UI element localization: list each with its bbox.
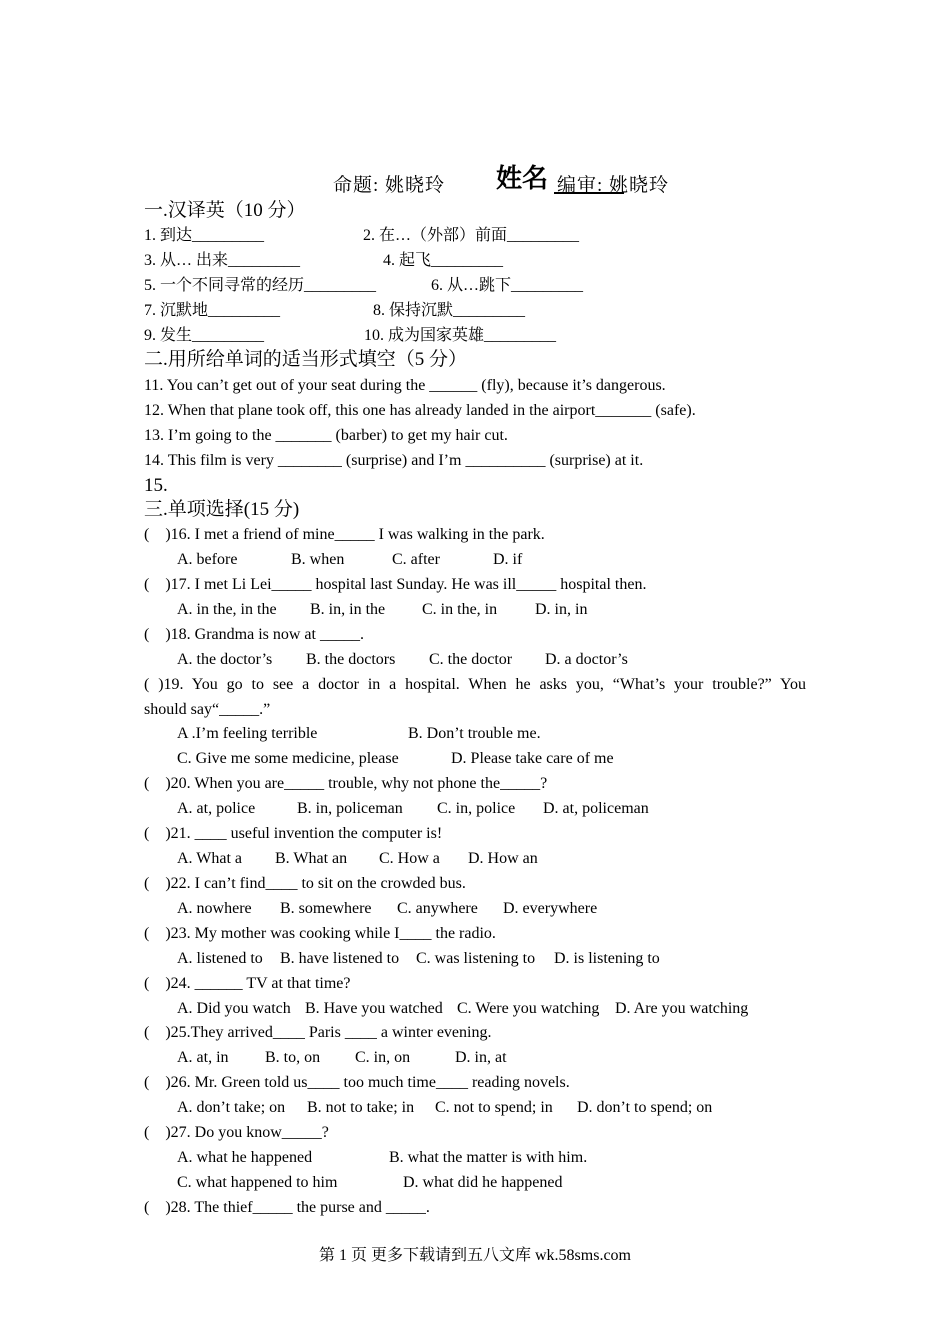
q23-option-d: D. is listening to (554, 950, 660, 967)
q26-option-d: D. don’t to spend; on (577, 1099, 713, 1116)
question-27: ( )27. Do you know_____? (144, 1124, 329, 1141)
q18-option-b: B. the doctors (306, 651, 396, 668)
question-24: ( )24. ______ TV at that time? (144, 975, 351, 992)
q20-option-a: A. at, police (177, 800, 256, 817)
q21-option-a: A. What a (177, 850, 243, 867)
question-21: ( )21. ____ useful invention the computer is! (144, 825, 443, 842)
section2-heading: 二.用所给单词的适当形式填空（5 分） (144, 349, 468, 370)
question-22: ( )22. I can’t find____ to sit on the crowded bus. (144, 875, 466, 892)
question-28: ( )28. The thief_____ the purse and _____. (144, 1199, 430, 1216)
section3-heading: 三.单项选择(15 分) (144, 499, 300, 520)
q20-option-d: D. at, policeman (543, 800, 649, 817)
s2-item-15: 15. (144, 475, 168, 496)
s1-item-10: 10. 成为国家英雄_________ (364, 327, 557, 344)
s2-item-13: 13. I’m going to the _______ (barber) to get my hair cut. (144, 427, 508, 444)
question-19-line1: ( )19. You go to see a doctor in a hospital. When he asks you, “What’s your trouble?” You (144, 676, 806, 693)
s2-item-12: 12. When that plane took off, this one has already landed in the airport_______ (safe). (144, 402, 696, 419)
q20-option-c: C. in, police (437, 800, 516, 817)
q25-option-b: B. to, on (265, 1049, 321, 1066)
q16-option-b: B. when (291, 551, 345, 568)
q16-option-d: D. if (493, 551, 523, 568)
q21-option-c: C. How a (379, 850, 440, 867)
s1-item-7: 7. 沉默地_________ (144, 302, 281, 319)
q25-option-a: A. at, in (177, 1049, 229, 1066)
q25-option-d: D. in, at (455, 1049, 507, 1066)
q23-option-c: C. was listening to (416, 950, 536, 967)
q24-option-d: D. Are you watching (615, 1000, 749, 1017)
q22-option-b: B. somewhere (280, 900, 372, 917)
s1-item-2: 2. 在…（外部）前面_________ (363, 227, 580, 244)
s1-item-9: 9. 发生_________ (144, 327, 265, 344)
q27-option-a: A. what he happened (177, 1149, 313, 1166)
page-footer: 第 1 页 更多下载请到五八文库 wk.58sms.com (318, 1247, 631, 1264)
q27-option-b: B. what the matter is with him. (389, 1149, 588, 1166)
q18-option-d: D. a doctor’s (545, 651, 628, 668)
q27-option-c: C. what happened to him (177, 1174, 338, 1191)
s1-item-6: 6. 从…跳下_________ (431, 277, 584, 294)
s1-item-8: 8. 保持沉默_________ (373, 302, 526, 319)
s1-item-5: 5. 一个不同寻常的经历_________ (144, 277, 377, 294)
s1-item-1: 1. 到达_________ (144, 227, 265, 244)
q26-option-b: B. not to take; in (307, 1099, 415, 1116)
q23-option-b: B. have listened to (280, 950, 400, 967)
question-19-line2: should say“_____.” (144, 701, 271, 718)
title-text: 姓名 (496, 164, 549, 193)
q21-option-d: D. How an (468, 850, 538, 867)
s1-item-3: 3. 从… 出来_________ (144, 252, 301, 269)
section1-heading: 一.汉译英（10 分） (144, 200, 306, 221)
q22-option-c: C. anywhere (397, 900, 478, 917)
q16-option-a: A. before (177, 551, 238, 568)
q23-option-a: A. listened to (177, 950, 263, 967)
reviewer-line: 编审: 姚晓玲 (557, 175, 670, 196)
q27-option-d: D. what did he happened (403, 1174, 563, 1191)
q22-option-a: A. nowhere (177, 900, 252, 917)
q19-option-a: A .I’m feeling terrible (177, 725, 318, 742)
s2-item-11: 11. You can’t get out of your seat during the ______ (fly), because it’s dangerous. (144, 377, 666, 394)
question-20: ( )20. When you are_____ trouble, why not phone the_____? (144, 775, 548, 792)
q22-option-d: D. everywhere (503, 900, 598, 917)
q19-option-b: B. Don’t trouble me. (408, 725, 541, 742)
question-26: ( )26. Mr. Green told us____ too much time____ reading novels. (144, 1074, 570, 1091)
q24-option-c: C. Were you watching (457, 1000, 600, 1017)
q26-option-c: C. not to spend; in (435, 1099, 553, 1116)
q25-option-c: C. in, on (355, 1049, 411, 1066)
q21-option-b: B. What an (275, 850, 348, 867)
q24-option-b: B. Have you watched (305, 1000, 443, 1017)
q20-option-b: B. in, policeman (297, 800, 403, 817)
q24-option-a: A. Did you watch (177, 1000, 291, 1017)
question-18: ( )18. Grandma is now at _____. (144, 626, 364, 643)
question-17: ( )17. I met Li Lei_____ hospital last Sunday. He was ill_____ hospital then. (144, 576, 647, 593)
q17-option-c: C. in the, in (422, 601, 498, 618)
q18-option-a: A. the doctor’s (177, 651, 273, 668)
q17-option-d: D. in, in (535, 601, 588, 618)
question-16: ( )16. I met a friend of mine_____ I was walking in the park. (144, 526, 545, 543)
q18-option-c: C. the doctor (429, 651, 513, 668)
q16-option-c: C. after (392, 551, 440, 568)
q17-option-b: B. in, in the (310, 601, 386, 618)
s1-item-4: 4. 起飞_________ (383, 252, 504, 269)
q19-option-d: D. Please take care of me (451, 750, 614, 767)
question-25: ( )25.They arrived____ Paris ____ a winter evening. (144, 1024, 492, 1041)
s2-item-14: 14. This film is very ________ (surprise) and I’m __________ (surprise) at it. (144, 452, 644, 469)
q19-option-c: C. Give me some medicine, please (177, 750, 399, 767)
question-23: ( )23. My mother was cooking while I____ the radio. (144, 925, 496, 942)
q17-option-a: A. in the, in the (177, 601, 277, 618)
q26-option-a: A. don’t take; on (177, 1099, 286, 1116)
author-line: 命题: 姚晓玲 (333, 175, 446, 196)
